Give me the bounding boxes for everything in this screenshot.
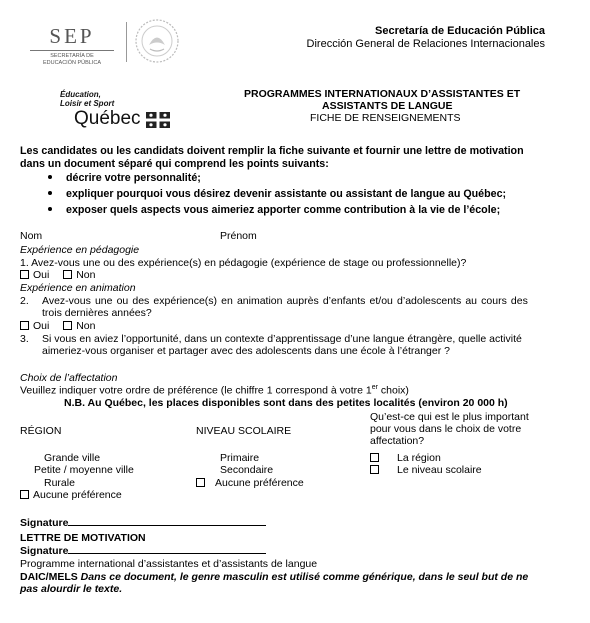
note-text: Dans ce document, le genre masculin est utilisé comme générique, dans le seul but de ne bbox=[77, 571, 529, 583]
q1-oui-checkbox[interactable] bbox=[20, 270, 29, 279]
niveau-none-checkbox[interactable] bbox=[196, 478, 205, 487]
important-option-region bbox=[370, 452, 441, 464]
q3-line2: aimeriez-vous organiser et partager avec des adolescents dans une école à l’étranger ? bbox=[42, 345, 450, 357]
title-line2: ASSISTANTS DE LANGUE bbox=[322, 100, 453, 112]
q1-answers bbox=[20, 269, 95, 281]
niveau-option-primaire: Primaire bbox=[220, 452, 260, 464]
q1-non-label: Non bbox=[76, 269, 96, 281]
q3-line1: Si vous en aviez l’opportunité, dans un contexte d’apprentissage d’une langue étrangère, quelle activité bbox=[42, 333, 522, 345]
instruction-text-end: choix) bbox=[378, 384, 409, 397]
nom-label: Nom bbox=[20, 230, 43, 242]
niveau-none-label: Aucune préférence bbox=[215, 477, 304, 489]
region-option-grande-ville: Grande ville bbox=[44, 452, 101, 464]
quebec-logo-name: Québec bbox=[74, 108, 141, 129]
q2-line2: trois dernières années? bbox=[42, 307, 152, 319]
affectation-instruction bbox=[20, 384, 409, 397]
important-region-label: La région bbox=[397, 452, 441, 464]
signature2-row bbox=[20, 545, 266, 557]
q2-line1: Avez-vous une ou des expérience(s) en animation auprès d’enfants et/ou d’adolescents au cours des bbox=[42, 295, 528, 307]
region-none-option bbox=[20, 489, 122, 501]
sep-logo bbox=[22, 24, 122, 67]
quebec-logo-line1: Éducation, bbox=[60, 90, 101, 99]
exp-pedagogie-heading: Expérience en pédagogie bbox=[20, 244, 140, 256]
q1-non-checkbox[interactable] bbox=[63, 270, 72, 279]
region-column-header: RÉGION bbox=[20, 425, 62, 437]
intro-line2: dans un document séparé qui comprend les points suivants: bbox=[20, 158, 329, 170]
region-none-label: Aucune préférence bbox=[33, 489, 122, 501]
bullet-text: exposer quels aspects vous aimeriez apporter comme contribution à la vie de l’école; bbox=[66, 204, 501, 216]
bullet-text: expliquer pourquoi vous désirez devenir assistante ou assistant de langue au Québec; bbox=[66, 188, 507, 200]
lettre-motivation-heading: LETTRE DE MOTIVATION bbox=[20, 532, 146, 544]
q1-oui-label: Oui bbox=[33, 269, 50, 281]
intro-bullet-2 bbox=[48, 188, 506, 200]
q2-answers bbox=[20, 320, 95, 332]
q2-non-label: Non bbox=[76, 320, 96, 332]
header-secretaria: Secretaría de Educación Pública bbox=[375, 25, 545, 37]
signature-line[interactable] bbox=[68, 525, 266, 526]
important-option-niveau bbox=[370, 464, 482, 476]
signature2-label: Signature bbox=[20, 545, 69, 557]
nb-note: N.B. Au Québec, les places disponibles sont dans des petites localités (environ 20 000 h) bbox=[64, 397, 508, 409]
niveau-option-secondaire: Secondaire bbox=[220, 464, 274, 476]
signature-label: Signature bbox=[20, 517, 69, 529]
important-niveau-checkbox[interactable] bbox=[370, 465, 379, 474]
note-line1 bbox=[20, 571, 528, 583]
important-heading-3: affectation? bbox=[370, 435, 425, 447]
daic-label: DAIC/MELS bbox=[20, 571, 78, 583]
note-line2: pas alourdir le texte. bbox=[20, 583, 123, 595]
important-region-checkbox[interactable] bbox=[370, 453, 379, 462]
important-heading-1: Qu’est-ce qui est le plus important bbox=[370, 411, 529, 423]
region-none-checkbox[interactable] bbox=[20, 490, 29, 499]
niveau-none-option bbox=[196, 477, 304, 489]
bullet-text: décrire votre personnalité; bbox=[66, 172, 201, 184]
sep-logo-sub2: EDUCACIÓN PÚBLICA bbox=[42, 60, 102, 66]
instruction-sup: er bbox=[371, 384, 378, 391]
question-1: 1. Avez-vous une ou des expérience(s) en pédagogie (expérience de stage ou professionnelle)? bbox=[20, 257, 467, 269]
niveau-column-header: NIVEAU SCOLAIRE bbox=[196, 425, 292, 437]
q2-oui-label: Oui bbox=[33, 320, 50, 332]
instruction-text: Veuillez indiquer votre ordre de préférence (le chiffre 1 correspond à votre 1 bbox=[20, 384, 372, 397]
signature2-line[interactable] bbox=[68, 553, 266, 554]
exp-animation-heading: Expérience en animation bbox=[20, 282, 136, 294]
mexico-seal-icon bbox=[134, 18, 180, 67]
subtitle: FICHE DE RENSEIGNEMENTS bbox=[310, 112, 461, 124]
title-line1: PROGRAMMES INTERNATIONAUX D’ASSISTANTES ET bbox=[244, 88, 521, 100]
important-niveau-label: Le niveau scolaire bbox=[397, 464, 482, 476]
fleur-de-lis-flag-icon bbox=[146, 112, 170, 131]
logo-divider bbox=[126, 22, 127, 62]
important-heading-2: pour vous dans le choix de votre bbox=[370, 423, 522, 435]
sep-logo-sub1: SECRETARÍA DE bbox=[50, 53, 94, 59]
bullet-icon bbox=[48, 191, 52, 195]
q2-number: 2. bbox=[20, 295, 29, 307]
signature-row bbox=[20, 517, 266, 529]
header-direccion: Dirección General de Relaciones Internacionales bbox=[306, 38, 545, 50]
quebec-logo bbox=[60, 90, 141, 130]
bullet-icon bbox=[48, 207, 52, 211]
region-option-rurale: Rurale bbox=[44, 477, 75, 489]
sep-logo-text: SEP bbox=[49, 24, 95, 48]
q2-non-checkbox[interactable] bbox=[63, 321, 72, 330]
programme-text: Programme international d’assistantes et d’assistants de langue bbox=[20, 558, 318, 570]
region-option-petite-moyenne-ville: Petite / moyenne ville bbox=[34, 464, 134, 476]
q2-oui-checkbox[interactable] bbox=[20, 321, 29, 330]
intro-line1: Les candidates ou les candidats doivent remplir la fiche suivante et fournir une lettre de motivation bbox=[20, 145, 524, 157]
intro-bullet-3 bbox=[48, 204, 500, 216]
q3-number: 3. bbox=[20, 333, 29, 345]
bullet-icon bbox=[48, 175, 52, 179]
quebec-logo-line2: Loisir et Sport bbox=[60, 99, 115, 108]
prenom-label: Prénom bbox=[220, 230, 257, 242]
intro-bullet-1 bbox=[48, 172, 201, 184]
affectation-heading: Choix de l’affectation bbox=[20, 372, 118, 384]
